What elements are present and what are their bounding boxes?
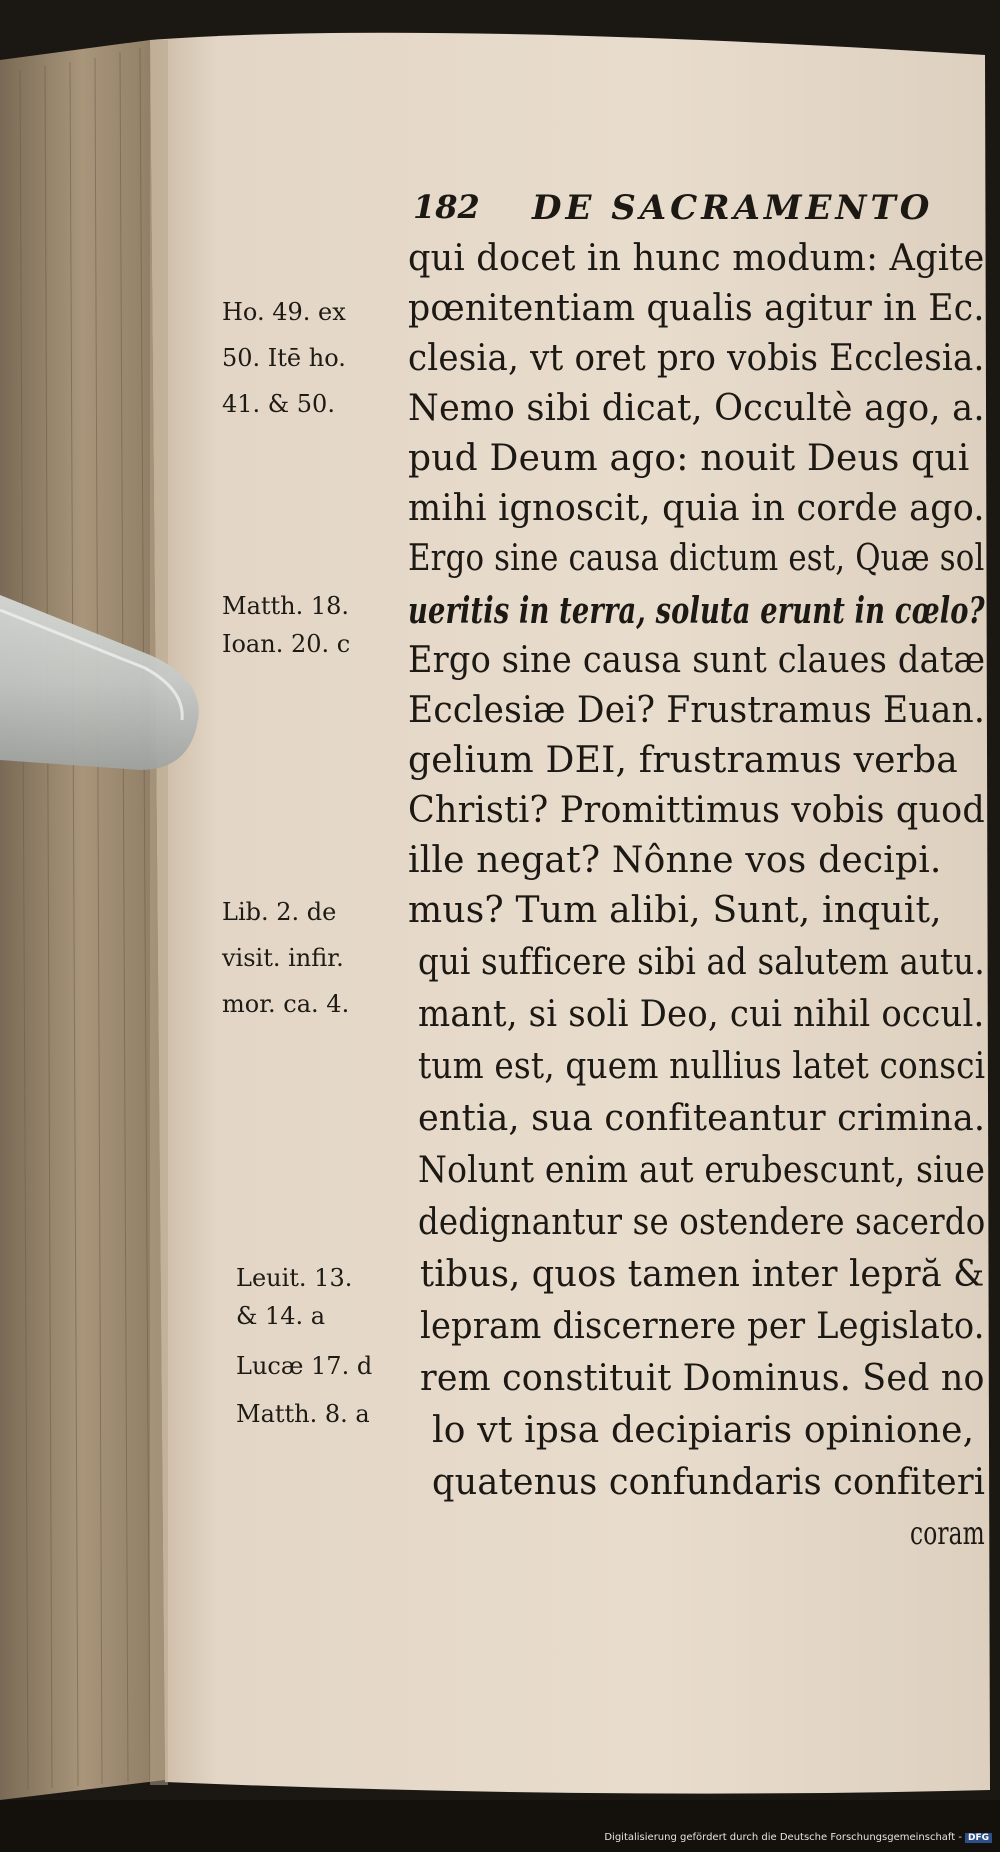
margin-note: Leuit. 13.: [236, 1264, 353, 1292]
body-line: Ecclesiæ Dei? Frustramus Euan.: [408, 690, 985, 731]
page-number: 182: [413, 188, 480, 226]
margin-note: 50. Itē ho.: [222, 344, 346, 372]
digitization-credit: [604, 1832, 992, 1843]
body-line: mant, si soli Deo, cui nihil occul.: [418, 994, 985, 1035]
body-line: pud Deum ago: nouit Deus qui: [408, 438, 970, 479]
margin-note: & 14. a: [236, 1302, 326, 1330]
margin-note: Matth. 18.: [222, 592, 350, 620]
body-line: Ergo sine causa sunt claues datæ: [408, 640, 986, 681]
body-line: Nemo sibi dicat, Occultè ago, a.: [408, 388, 985, 429]
body-line: rem constituit Dominus. Sed no: [420, 1358, 985, 1399]
body-line: clesia, vt oret pro vobis Ecclesia.: [408, 338, 985, 379]
margin-note: Ioan. 20. c: [222, 630, 351, 658]
body-line: qui sufficere sibi ad salutem autu.: [418, 942, 985, 983]
body-line: tibus, quos tamen inter lepră &: [420, 1254, 985, 1295]
body-line: ille negat? Nônne vos decipi.: [408, 840, 942, 881]
body-line: pœnitentiam qualis agitur in Ec.: [408, 288, 985, 329]
margin-note: 41. & 50.: [222, 390, 335, 418]
margin-note: Ho. 49. ex: [222, 298, 346, 326]
catchword: coram: [910, 1514, 985, 1552]
body-line: lo vt ipsa decipiaris opinione,: [432, 1410, 975, 1451]
body-line: mihi ignoscit, quia in corde ago.: [408, 488, 985, 529]
running-title: DE SACRAMENTO: [532, 188, 934, 228]
dfg-logo: DFG: [965, 1833, 992, 1843]
body-line: tum est, quem nullius latet consci: [418, 1046, 986, 1087]
credit-text: Digitalisierung gefördert durch die Deutsche Forschungsgemeinschaft -: [604, 1832, 962, 1843]
body-line: entia, sua confiteantur crimina.: [418, 1098, 986, 1139]
margin-note: Matth. 8. a: [236, 1400, 370, 1428]
body-line: qui docet in hunc modum: Agite: [408, 238, 985, 279]
body-line: quatenus confundaris confiteri: [432, 1462, 986, 1503]
margin-note: mor. ca. 4.: [222, 990, 350, 1018]
margin-note: Lucæ 17. d: [236, 1352, 373, 1380]
margin-note: Lib. 2. de: [222, 898, 337, 926]
margin-note: visit. infir.: [222, 944, 344, 972]
body-line: gelium DEI, frustramus verba: [408, 740, 958, 781]
body-line: Ergo sine causa dictum est, Quæ sol: [408, 538, 985, 579]
book-edge: [0, 40, 165, 1800]
body-line: dedignantur se ostendere sacerdo: [418, 1202, 986, 1243]
body-line: ueritis in terra, soluta erunt in cœlo?: [408, 590, 985, 632]
body-line: mus? Tum alibi, Sunt, inquit,: [408, 890, 942, 931]
body-line: lepram discernere per Legislato.: [420, 1306, 985, 1347]
body-line: Nolunt enim aut erubescunt, siue: [418, 1150, 986, 1191]
body-line: Christi? Promittimus vobis quod: [408, 790, 985, 831]
